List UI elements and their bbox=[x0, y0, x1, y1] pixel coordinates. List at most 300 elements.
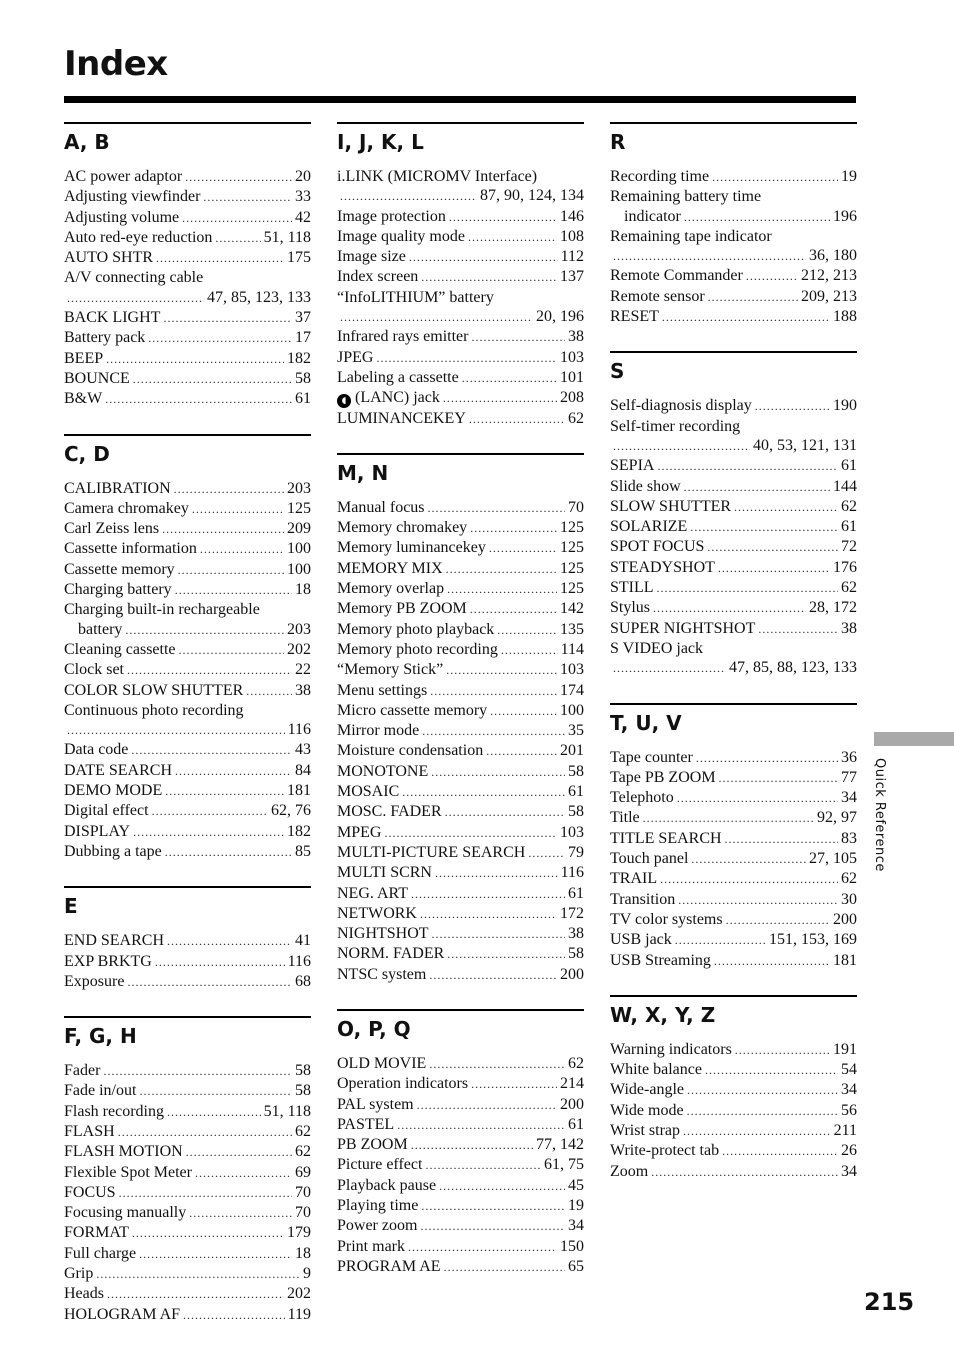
dot-leader bbox=[696, 749, 838, 768]
entry-pages: 179 bbox=[287, 1224, 311, 1242]
index-entry bbox=[610, 869, 857, 889]
index-entry bbox=[64, 801, 311, 821]
entry-term: SUPER NIGHTSHOT bbox=[610, 619, 756, 637]
entry-pages: 151, 153, 169 bbox=[769, 931, 857, 949]
entry-term: Print mark bbox=[337, 1237, 405, 1255]
entry-term: Remote sensor bbox=[610, 287, 705, 305]
entry-term: DATE SEARCH bbox=[64, 761, 173, 779]
entry-pages: 188 bbox=[833, 308, 857, 326]
dot-leader bbox=[657, 457, 838, 476]
dot-leader bbox=[613, 247, 806, 266]
index-entry bbox=[337, 267, 584, 287]
dot-leader bbox=[462, 369, 557, 388]
index-entry bbox=[64, 640, 311, 660]
index-entry bbox=[64, 1061, 311, 1081]
entry-term: Memory luminancekey bbox=[337, 539, 486, 557]
entry-term: Moisture condensation bbox=[337, 742, 484, 760]
entry-pages: 69 bbox=[295, 1163, 311, 1181]
entry-term: Cleaning cassette bbox=[64, 640, 176, 658]
entry-pages: 212, 213 bbox=[801, 267, 857, 285]
dot-leader bbox=[690, 518, 838, 537]
lanc-icon: ◖ bbox=[337, 394, 351, 408]
index-entry bbox=[64, 1142, 311, 1162]
entry-term: Focusing manually bbox=[64, 1204, 187, 1222]
index-entry bbox=[64, 720, 311, 740]
index-entry bbox=[64, 701, 311, 720]
dot-leader bbox=[397, 1116, 565, 1135]
entry-pages: 58 bbox=[295, 1082, 311, 1100]
dot-leader bbox=[127, 661, 292, 680]
dot-leader bbox=[435, 864, 558, 883]
entry-pages: 103 bbox=[560, 661, 584, 679]
dot-leader bbox=[179, 641, 284, 660]
entry-pages: 144 bbox=[833, 477, 857, 495]
entry-pages: 42 bbox=[295, 208, 311, 226]
index-entry bbox=[64, 1203, 311, 1223]
entry-pages: 108 bbox=[560, 227, 584, 245]
index-entry bbox=[64, 1264, 311, 1284]
index-entry bbox=[610, 1060, 857, 1080]
entry-pages: 62 bbox=[568, 1054, 584, 1072]
entry-pages: 191 bbox=[833, 1040, 857, 1058]
entry-term: Flash recording bbox=[64, 1102, 164, 1120]
title-rule bbox=[64, 96, 856, 103]
entry-pages: 201 bbox=[560, 742, 584, 760]
entry-term: OLD MOVIE bbox=[337, 1054, 427, 1072]
entry-term: Camera chromakey bbox=[64, 499, 189, 517]
entry-term: Infrared rays emitter bbox=[337, 328, 469, 346]
entry-term: PROGRAM AE bbox=[337, 1257, 441, 1275]
index-entry bbox=[610, 207, 857, 227]
index-entry bbox=[64, 1102, 311, 1122]
entry-pages: 182 bbox=[287, 822, 311, 840]
entry-term: Stylus bbox=[610, 599, 651, 617]
entry-pages: 58 bbox=[295, 1062, 311, 1080]
entry-term: Title bbox=[610, 809, 640, 827]
dot-leader bbox=[175, 762, 292, 781]
entry-pages: 92, 97 bbox=[817, 809, 857, 827]
index-entry bbox=[64, 620, 311, 640]
dot-leader bbox=[152, 802, 268, 821]
dot-leader bbox=[758, 620, 838, 639]
entry-term: SOLARIZE bbox=[610, 518, 688, 536]
entry-pages: 119 bbox=[287, 1305, 311, 1323]
index-entry bbox=[610, 287, 857, 307]
entry-term: MPEG bbox=[337, 823, 382, 841]
entry-term: Menu settings bbox=[337, 681, 428, 699]
dot-leader bbox=[183, 1306, 285, 1325]
entry-term: Heads bbox=[64, 1285, 104, 1303]
dot-leader bbox=[469, 410, 565, 429]
entry-term: Exposure bbox=[64, 972, 125, 990]
section-heading: A, B bbox=[64, 130, 110, 154]
entry-term: Remote Commander bbox=[610, 267, 743, 285]
entry-term: RESET bbox=[610, 308, 659, 326]
dot-leader bbox=[67, 721, 285, 740]
dot-leader bbox=[497, 621, 557, 640]
entry-term: Charging battery bbox=[64, 581, 172, 599]
index-entry bbox=[64, 931, 311, 951]
page-title: Index bbox=[64, 44, 168, 84]
entry-term: MULTI SCRN bbox=[337, 864, 432, 882]
entry-pages: 116 bbox=[560, 864, 584, 882]
entry-pages: 34 bbox=[841, 1081, 857, 1099]
dot-leader bbox=[156, 249, 284, 268]
index-entry bbox=[64, 369, 311, 389]
index-entry bbox=[337, 701, 584, 721]
page-number: 215 bbox=[864, 1288, 915, 1316]
index-entry bbox=[337, 599, 584, 619]
entry-pages: 176 bbox=[833, 558, 857, 576]
index-entry bbox=[610, 658, 857, 678]
index-entry bbox=[610, 1040, 857, 1060]
section-heading: F, G, H bbox=[64, 1024, 137, 1049]
entry-term: Dubbing a tape bbox=[64, 842, 162, 860]
entry-term: Grip bbox=[64, 1265, 94, 1283]
section-heading: I, J, K, L bbox=[337, 130, 424, 154]
entry-term: Memory overlap bbox=[337, 580, 445, 598]
index-entry bbox=[610, 307, 857, 327]
dot-leader bbox=[421, 268, 557, 287]
index-entry bbox=[337, 762, 584, 782]
entry-pages: 38 bbox=[295, 681, 311, 699]
index-entry bbox=[337, 307, 584, 327]
entry-pages: 34 bbox=[841, 789, 857, 807]
index-entry bbox=[337, 1135, 584, 1155]
entry-pages: 202 bbox=[287, 640, 311, 658]
entry-term: Cassette information bbox=[64, 540, 197, 558]
index-entry bbox=[610, 578, 857, 598]
index-entry bbox=[337, 538, 584, 558]
dot-leader bbox=[133, 823, 284, 842]
dot-leader bbox=[528, 844, 565, 863]
dot-leader bbox=[490, 702, 557, 721]
index-entry bbox=[610, 396, 857, 416]
dot-leader bbox=[107, 1285, 284, 1304]
entry-term: Tape counter bbox=[610, 748, 693, 766]
entry-pages: 135 bbox=[560, 620, 584, 638]
entry-pages: 51, 118 bbox=[263, 228, 311, 246]
index-column-2 bbox=[337, 122, 584, 1301]
dot-leader bbox=[165, 843, 292, 862]
entry-pages: 26 bbox=[841, 1142, 857, 1160]
index-entry bbox=[610, 768, 857, 788]
dot-leader bbox=[148, 329, 292, 348]
dot-leader bbox=[719, 769, 838, 788]
entry-pages: 125 bbox=[560, 580, 584, 598]
index-entry bbox=[64, 761, 311, 781]
entry-term: battery bbox=[78, 620, 123, 638]
dot-leader bbox=[446, 661, 557, 680]
entry-pages: 72 bbox=[841, 538, 857, 556]
index-section bbox=[610, 703, 857, 971]
entry-pages: 125 bbox=[560, 539, 584, 557]
dot-leader bbox=[613, 659, 726, 678]
entry-pages: 36, 180 bbox=[809, 247, 857, 265]
dot-leader bbox=[470, 519, 557, 538]
entry-term: Memory photo recording bbox=[337, 640, 498, 658]
index-entry bbox=[610, 890, 857, 910]
entry-pages: 203 bbox=[287, 479, 311, 497]
entry-pages: 58 bbox=[295, 369, 311, 387]
dot-leader bbox=[118, 1123, 292, 1142]
entry-pages: 174 bbox=[560, 681, 584, 699]
entry-pages: 47, 85, 88, 123, 133 bbox=[729, 659, 857, 677]
entry-pages: 116 bbox=[287, 721, 311, 739]
entry-pages: 85 bbox=[295, 842, 311, 860]
entry-pages: 209 bbox=[287, 520, 311, 538]
index-entry bbox=[337, 660, 584, 680]
entry-term: MONOTONE bbox=[337, 762, 429, 780]
dot-leader bbox=[422, 722, 565, 741]
entry-term: COLOR SLOW SHUTTER bbox=[64, 681, 244, 699]
dot-leader bbox=[430, 682, 557, 701]
entry-term: Wide-angle bbox=[610, 1081, 684, 1099]
entry-term: Image protection bbox=[337, 207, 446, 225]
entry-term: AUTO SHTR bbox=[64, 249, 154, 267]
index-entry bbox=[337, 1095, 584, 1115]
index-entry bbox=[64, 600, 311, 619]
entry-term: Playback pause bbox=[337, 1176, 437, 1194]
entry-term: Micro cassette memory bbox=[337, 701, 488, 719]
entry-term: Flexible Spot Meter bbox=[64, 1163, 192, 1181]
index-entry bbox=[337, 681, 584, 701]
entry-pages: 181 bbox=[287, 782, 311, 800]
entry-term: AC power adaptor bbox=[64, 168, 183, 185]
index-entry bbox=[64, 539, 311, 559]
entry-pages: 58 bbox=[568, 762, 584, 780]
entry-pages: 181 bbox=[833, 951, 857, 969]
entry-pages: 103 bbox=[560, 823, 584, 841]
dot-leader bbox=[449, 208, 557, 227]
index-entry bbox=[64, 1284, 311, 1304]
entry-term: END SEARCH bbox=[64, 932, 165, 950]
index-entry bbox=[337, 1216, 584, 1236]
index-entry bbox=[610, 246, 857, 266]
index-entry bbox=[64, 519, 311, 539]
entry-pages: 58 bbox=[568, 803, 584, 821]
index-entry bbox=[64, 499, 311, 519]
dot-leader bbox=[429, 966, 557, 985]
entry-term: Memory PB ZOOM bbox=[337, 600, 467, 618]
index-entry bbox=[64, 1305, 311, 1325]
dot-leader bbox=[725, 830, 838, 849]
index-entry bbox=[610, 788, 857, 808]
dot-leader bbox=[155, 953, 285, 972]
entry-term: Image size bbox=[337, 248, 406, 266]
entry-term: Transition bbox=[610, 890, 676, 908]
dot-leader bbox=[420, 905, 557, 924]
index-section bbox=[337, 122, 584, 429]
dot-leader bbox=[439, 1177, 565, 1196]
entry-pages: 100 bbox=[560, 701, 584, 719]
entry-pages: 34 bbox=[568, 1217, 584, 1235]
index-entry bbox=[337, 368, 584, 388]
index-entry bbox=[337, 802, 584, 822]
index-section bbox=[610, 122, 857, 327]
entry-term: Charging built-in rechargeable bbox=[64, 601, 260, 619]
dot-leader bbox=[653, 599, 806, 618]
dot-leader bbox=[651, 1163, 838, 1182]
entry-term: Warning indicators bbox=[610, 1040, 732, 1058]
entry-term: MEMORY MIX bbox=[337, 559, 443, 577]
entry-term: Index screen bbox=[337, 268, 419, 286]
index-entry bbox=[610, 598, 857, 618]
index-entry bbox=[337, 965, 584, 985]
index-entry bbox=[337, 863, 584, 883]
dot-leader bbox=[174, 480, 284, 499]
dot-leader bbox=[162, 520, 284, 539]
index-entry bbox=[610, 187, 857, 206]
entry-term: i.LINK (MICROMV Interface) bbox=[337, 168, 538, 185]
entry-pages: 68 bbox=[295, 972, 311, 990]
entry-term: “Memory Stick” bbox=[337, 661, 444, 679]
entry-pages: 62 bbox=[841, 870, 857, 888]
entry-term: NIGHTSHOT bbox=[337, 925, 429, 943]
entry-term: DISPLAY bbox=[64, 822, 131, 840]
entry-pages: 77 bbox=[841, 768, 857, 786]
index-entry bbox=[64, 228, 311, 248]
entry-pages: 9 bbox=[303, 1265, 311, 1283]
index-entry bbox=[337, 823, 584, 843]
index-entry bbox=[337, 1237, 584, 1257]
entry-pages: 209, 213 bbox=[801, 287, 857, 305]
index-entry bbox=[337, 186, 584, 206]
entry-term: S VIDEO jack bbox=[610, 639, 704, 657]
entry-term: TITLE SEARCH bbox=[610, 829, 722, 847]
index-entry bbox=[64, 479, 311, 499]
entry-pages: 150 bbox=[560, 1237, 584, 1255]
entry-pages: 182 bbox=[287, 349, 311, 367]
entry-pages: 62 bbox=[841, 579, 857, 597]
entry-pages: 211 bbox=[833, 1121, 857, 1139]
index-entry bbox=[64, 952, 311, 972]
entry-term: BACK LIGHT bbox=[64, 309, 161, 327]
dot-leader bbox=[712, 168, 838, 187]
entry-pages: 114 bbox=[560, 640, 584, 658]
section-heading: S bbox=[610, 359, 625, 384]
entry-term: Remaining battery time bbox=[610, 188, 762, 206]
entry-pages: 70 bbox=[295, 1204, 311, 1222]
index-entry bbox=[337, 1115, 584, 1135]
entry-term: Labeling a cassette bbox=[337, 368, 459, 386]
entry-pages: 84 bbox=[295, 761, 311, 779]
entry-term: Adjusting viewfinder bbox=[64, 188, 201, 206]
dot-leader bbox=[471, 1075, 557, 1094]
index-entry bbox=[610, 517, 857, 537]
entry-pages: 196 bbox=[833, 207, 857, 225]
index-column-3 bbox=[610, 122, 857, 1206]
dot-leader bbox=[139, 1082, 292, 1101]
entry-pages: 54 bbox=[841, 1061, 857, 1079]
dot-leader bbox=[687, 1102, 838, 1121]
entry-term: A/V connecting cable bbox=[64, 269, 204, 287]
entry-pages: 33 bbox=[295, 188, 311, 206]
entry-term: Telephoto bbox=[610, 789, 674, 807]
dot-leader bbox=[408, 1238, 557, 1257]
entry-term: Playing time bbox=[337, 1197, 419, 1215]
dot-leader bbox=[411, 1136, 533, 1155]
dot-leader bbox=[662, 308, 830, 327]
index-entry bbox=[337, 409, 584, 429]
entry-pages: 200 bbox=[560, 965, 584, 983]
dot-leader bbox=[175, 581, 292, 600]
dot-leader bbox=[722, 1142, 838, 1161]
dot-leader bbox=[445, 803, 565, 822]
index-entry bbox=[64, 328, 311, 348]
index-entry bbox=[610, 558, 857, 578]
entry-pages: 83 bbox=[841, 829, 857, 847]
index-section bbox=[64, 122, 311, 410]
entry-term: PB ZOOM bbox=[337, 1136, 408, 1154]
dot-leader bbox=[501, 641, 558, 660]
dot-leader bbox=[470, 600, 557, 619]
entry-term: Cassette memory bbox=[64, 560, 175, 578]
index-entry bbox=[337, 518, 584, 538]
index-entry bbox=[64, 580, 311, 600]
dot-leader bbox=[718, 559, 830, 578]
entry-pages: 61 bbox=[295, 390, 311, 408]
index-entry bbox=[610, 537, 857, 557]
entry-pages: 47, 85, 123, 133 bbox=[207, 288, 311, 306]
index-entry bbox=[610, 456, 857, 476]
dot-leader bbox=[677, 789, 838, 808]
entry-pages: 116 bbox=[287, 952, 311, 970]
index-entry bbox=[610, 1141, 857, 1161]
entry-pages: 62, 76 bbox=[271, 802, 311, 820]
section-heading: T, U, V bbox=[610, 710, 682, 735]
entry-term: Carl Zeiss lens bbox=[64, 520, 160, 538]
index-entry bbox=[337, 1155, 584, 1175]
dot-leader bbox=[178, 561, 284, 580]
entry-term: Operation indicators bbox=[337, 1075, 469, 1093]
dot-leader bbox=[409, 248, 558, 267]
index-entry bbox=[610, 227, 857, 246]
entry-pages: 36 bbox=[841, 748, 857, 766]
entry-term: STEADYSHOT bbox=[610, 558, 715, 576]
entry-pages: 203 bbox=[287, 620, 311, 638]
entry-term: Auto red-eye reduction bbox=[64, 228, 213, 246]
entry-term: Continuous photo recording bbox=[64, 701, 244, 719]
index-entry bbox=[610, 1121, 857, 1141]
entry-pages: 62 bbox=[568, 409, 584, 427]
entry-term bbox=[337, 388, 440, 408]
section-heading: C, D bbox=[64, 441, 110, 466]
index-entry bbox=[337, 1054, 584, 1074]
dot-leader bbox=[432, 925, 565, 944]
entry-pages: 125 bbox=[560, 559, 584, 577]
entry-term: SLOW SHUTTER bbox=[610, 497, 732, 515]
index-entry bbox=[610, 167, 857, 187]
index-entry bbox=[337, 167, 584, 186]
entry-pages: 28, 172 bbox=[809, 599, 857, 617]
entry-term: Fader bbox=[64, 1062, 101, 1080]
entry-term: DEMO MODE bbox=[64, 782, 163, 800]
dot-leader bbox=[446, 560, 557, 579]
index-entry bbox=[610, 639, 857, 658]
index-entry bbox=[337, 924, 584, 944]
dot-leader bbox=[132, 1224, 284, 1243]
entry-pages: 137 bbox=[560, 268, 584, 286]
index-entry bbox=[64, 842, 311, 862]
entry-term: Remaining tape indicator bbox=[610, 227, 772, 245]
entry-pages: 103 bbox=[560, 348, 584, 366]
dot-leader bbox=[471, 328, 565, 347]
dot-leader bbox=[384, 824, 557, 843]
dot-leader bbox=[192, 500, 284, 519]
entry-pages: 70 bbox=[295, 1183, 311, 1201]
entry-pages: 61 bbox=[841, 457, 857, 475]
